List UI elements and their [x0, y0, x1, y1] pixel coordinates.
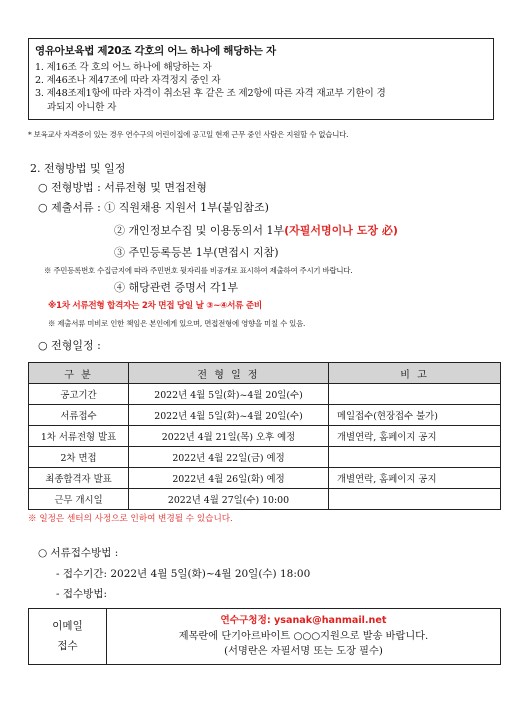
row-date: 2022년 4월 5일(화)~4월 20일(수)	[129, 405, 329, 426]
disqualification-item-3: 3. 제48조제1항에 따라 자격이 취소된 후 같은 조 제2항에 따른 자격 재교부 기한이 경	[35, 88, 386, 99]
email-subject-instruction: 제목란에 단기아르바이트 ○○○지원으로 발송 바랍니다.	[178, 630, 429, 642]
row-date: 2022년 4월 27일(수) 10:00	[129, 489, 329, 510]
table-row	[29, 405, 501, 426]
table-row	[29, 384, 501, 405]
schedule-table	[28, 362, 501, 510]
disqualification-title: 영유아보육법 제20조 각호의 어느 하나에 해당하는 자	[35, 45, 276, 57]
disqualification-item-3-cont: 과되지 아니한 자	[47, 102, 117, 113]
email-submission-table	[28, 608, 501, 665]
disqualification-box	[28, 38, 494, 120]
docs-line-4: ④ 해당관련 증명서 각1부	[114, 281, 239, 294]
row-date: 2022년 4월 21일(목) 오후 예정	[129, 426, 329, 447]
table-row	[29, 468, 501, 489]
docs-line-3: ③ 주민등록등본 1부(면접시 지참)	[114, 246, 279, 259]
header-category: 구 분	[29, 363, 129, 384]
row-date: 2022년 4월 5일(화)~4월 20일(수)	[129, 384, 329, 405]
doc-2-required-note: (자필서명이나 도장 必)	[284, 224, 398, 237]
disqualification-item-1: 1. 제16조 각 호의 어느 하나에 해당하는 자	[35, 62, 212, 73]
table-row	[29, 489, 501, 510]
email-label-line2: 접수	[57, 640, 78, 653]
row-category: 근무 개시일	[29, 489, 129, 510]
schedule-label: ○ 전형일정 :	[38, 339, 101, 352]
row-date: 2022년 4월 22일(금) 예정	[129, 447, 329, 468]
responsibility-note: ※ 제출서류 미비로 인한 책임은 본인에게 있으며, 면접전형에 영향을 미칠 수 있음.	[48, 319, 306, 328]
resident-number-note: ※ 주민등록번호 수집금지에 따라 주민번호 뒷자리를 비공개로 표시하여 제출하여 주시기 바랍니다.	[44, 266, 353, 275]
row-category: 2차 면접	[29, 447, 129, 468]
row-category: 1차 서류전형 발표	[29, 426, 129, 447]
row-remark	[329, 489, 501, 510]
footnote-teacher-restriction: * 보육교사 자격증이 있는 경우 연수구의 어린이집에 공고일 현재 근무 중인 사람은 지원할 수 없습니다.	[28, 130, 349, 139]
row-remark	[329, 384, 501, 405]
row-category: 최종합격자 발표	[29, 468, 129, 489]
email-label-line1: 이메일	[52, 620, 83, 633]
header-schedule: 전 형 일 정	[129, 363, 329, 384]
table-row	[29, 447, 501, 468]
docs-line-1: ○ 제출서류 : ① 직원채용 지원서 1부(붙임참조)	[38, 201, 269, 214]
schedule-header-row	[29, 363, 501, 384]
disqualification-item-2: 2. 제46조나 제47조에 따라 자격정지 중인 자	[35, 75, 221, 86]
method-line: ○ 전형방법 : 서류전형 및 면접전형	[38, 181, 207, 194]
section-heading: 2. 전형방법 및 일정	[30, 162, 126, 175]
row-remark: 메일접수(현장접수 불가)	[329, 405, 501, 426]
submission-period: - 접수기간: 2022년 4월 5일(화)~4월 20일(수) 18:00	[56, 568, 311, 580]
submission-label: ○ 서류접수방법 :	[38, 547, 119, 559]
schedule-change-notice: ※ 일정은 센터의 사정으로 인하여 변경될 수 있습니다.	[28, 514, 233, 524]
row-remark: 개별연락, 홈페이지 공지	[329, 468, 501, 489]
interview-docs-red-note: ※1차 서류전형 합격자는 2차 면접 당일 날 ③~④서류 준비	[48, 301, 262, 311]
doc-2-text: ② 개인정보수집 및 이용동의서 1부	[114, 224, 285, 237]
docs-line-2	[114, 222, 398, 238]
row-category: 서류접수	[29, 405, 129, 426]
row-remark: 개별연락, 홈페이지 공지	[329, 426, 501, 447]
row-category: 공고기간	[29, 384, 129, 405]
submission-method: - 접수방법:	[56, 588, 107, 600]
row-date: 2022년 4월 26일(화) 예정	[129, 468, 329, 489]
email-label-cell	[29, 609, 107, 665]
table-row	[29, 426, 501, 447]
header-remarks: 비 고	[329, 363, 501, 384]
row-remark	[329, 447, 501, 468]
signature-requirement: (서명란은 자필서명 또는 도장 필수)	[224, 646, 383, 657]
email-body-cell	[107, 609, 501, 665]
email-address[interactable]: 연수구청정: ysanak@hanmail.net	[220, 615, 387, 626]
